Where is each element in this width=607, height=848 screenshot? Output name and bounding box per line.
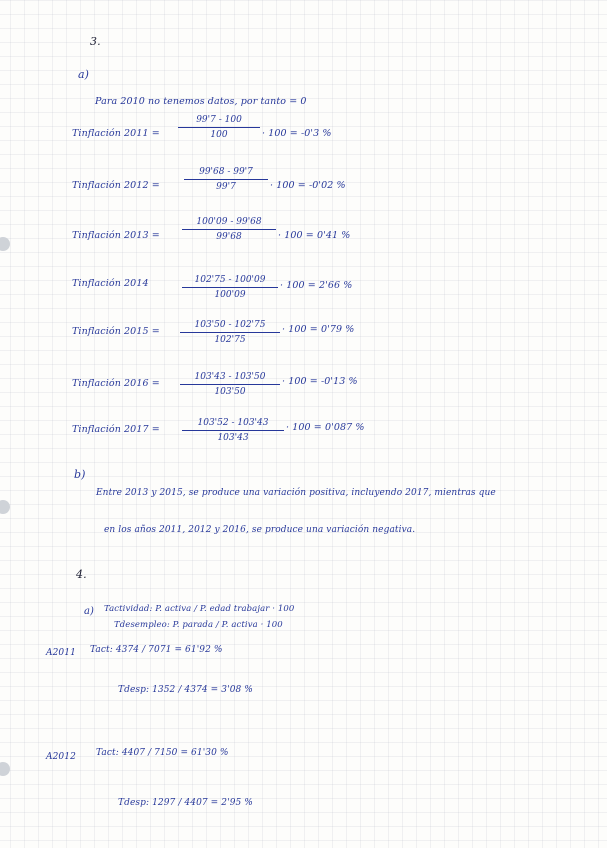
inflation-fraction — [182, 217, 276, 242]
fraction-denominator: 99'7 — [216, 182, 236, 192]
question-3-number: 3. — [90, 35, 101, 48]
inflation-fraction — [180, 320, 280, 345]
inflation-fraction — [180, 372, 280, 397]
unemployment-rate-2011: Tdesp: 1352 / 4374 = 3'08 % — [118, 685, 253, 695]
binder-hole — [0, 500, 10, 514]
fraction-numerator: 102'75 - 100'09 — [194, 275, 266, 285]
inflation-fraction — [182, 418, 284, 443]
inflation-label: Tinflación 2015 = — [72, 326, 160, 337]
activity-rate-definition: Tactividad: P. activa / P. edad trabajar · 100 — [104, 604, 295, 614]
fraction-numerator: 103'52 - 103'43 — [197, 418, 269, 428]
inflation-result: · 100 = 0'41 % — [278, 230, 351, 241]
fraction-denominator: 100 — [210, 130, 228, 140]
fraction-numerator: 100'09 - 99'68 — [196, 217, 262, 227]
fraction-denominator: 103'43 — [217, 433, 249, 443]
fraction-denominator: 100'09 — [214, 290, 246, 300]
binder-hole — [0, 237, 10, 251]
binder-hole — [0, 762, 10, 776]
inflation-result: · 100 = 0'79 % — [282, 324, 355, 335]
inflation-label: Tinflación 2013 = — [72, 230, 160, 241]
inflation-label: Tinflación 2017 = — [72, 424, 160, 435]
inflation-label: Tinflación 2012 = — [72, 180, 160, 191]
inflation-label: Tinflación 2014 — [72, 278, 149, 289]
inflation-result: · 100 = 0'087 % — [286, 422, 365, 433]
fraction-bar — [182, 229, 276, 230]
activity-rate-2012: Tact: 4407 / 7150 = 61'30 % — [96, 748, 229, 758]
fraction-numerator: 103'43 - 103'50 — [194, 372, 266, 382]
question-3-part-a: a) — [78, 68, 90, 81]
fraction-bar — [178, 127, 260, 128]
question-4-number: 4. — [76, 568, 87, 581]
fraction-bar — [180, 332, 280, 333]
fraction-denominator: 99'68 — [216, 232, 242, 242]
question-3-part-b: b) — [74, 468, 86, 481]
fraction-bar — [182, 430, 284, 431]
inflation-fraction — [184, 167, 268, 192]
fraction-denominator: 103'50 — [214, 387, 246, 397]
inflation-result: · 100 = -0'13 % — [282, 376, 358, 387]
fraction-denominator: 102'75 — [214, 335, 246, 345]
inflation-fraction — [178, 115, 260, 140]
unemployment-rate-definition: Tdesempleo: P. parada / P. activa · 100 — [114, 620, 283, 630]
fraction-numerator: 103'50 - 102'75 — [194, 320, 266, 330]
fraction-numerator: 99'68 - 99'7 — [199, 167, 253, 177]
inflation-result: · 100 = 2'66 % — [280, 280, 353, 291]
inflation-label: Tinflación 2016 = — [72, 378, 160, 389]
answer-b-line-1: Entre 2013 y 2015, se produce una variación positiva, incluyendo 2017, mientras que — [96, 488, 496, 498]
activity-rate-2011: Tact: 4374 / 7071 = 61'92 % — [90, 645, 223, 655]
inflation-fraction — [182, 275, 278, 300]
fraction-bar — [182, 287, 278, 288]
question-3-intro: Para 2010 no tenemos datos, por tanto = 0 — [95, 96, 307, 107]
inflation-result: · 100 = -0'3 % — [262, 128, 332, 139]
fraction-numerator: 99'7 - 100 — [196, 115, 242, 125]
inflation-label: Tinflación 2011 = — [72, 128, 160, 139]
fraction-bar — [180, 384, 280, 385]
inflation-result: · 100 = -0'02 % — [270, 180, 346, 191]
unemployment-rate-2012: Tdesp: 1297 / 4407 = 2'95 % — [118, 798, 253, 808]
question-4-part-a: a) — [84, 606, 95, 617]
year-2012-label: A2012 — [46, 752, 76, 762]
fraction-bar — [184, 179, 268, 180]
year-2011-label: A2011 — [46, 648, 76, 658]
answer-b-line-2: en los años 2011, 2012 y 2016, se produce una variación negativa. — [104, 525, 416, 535]
